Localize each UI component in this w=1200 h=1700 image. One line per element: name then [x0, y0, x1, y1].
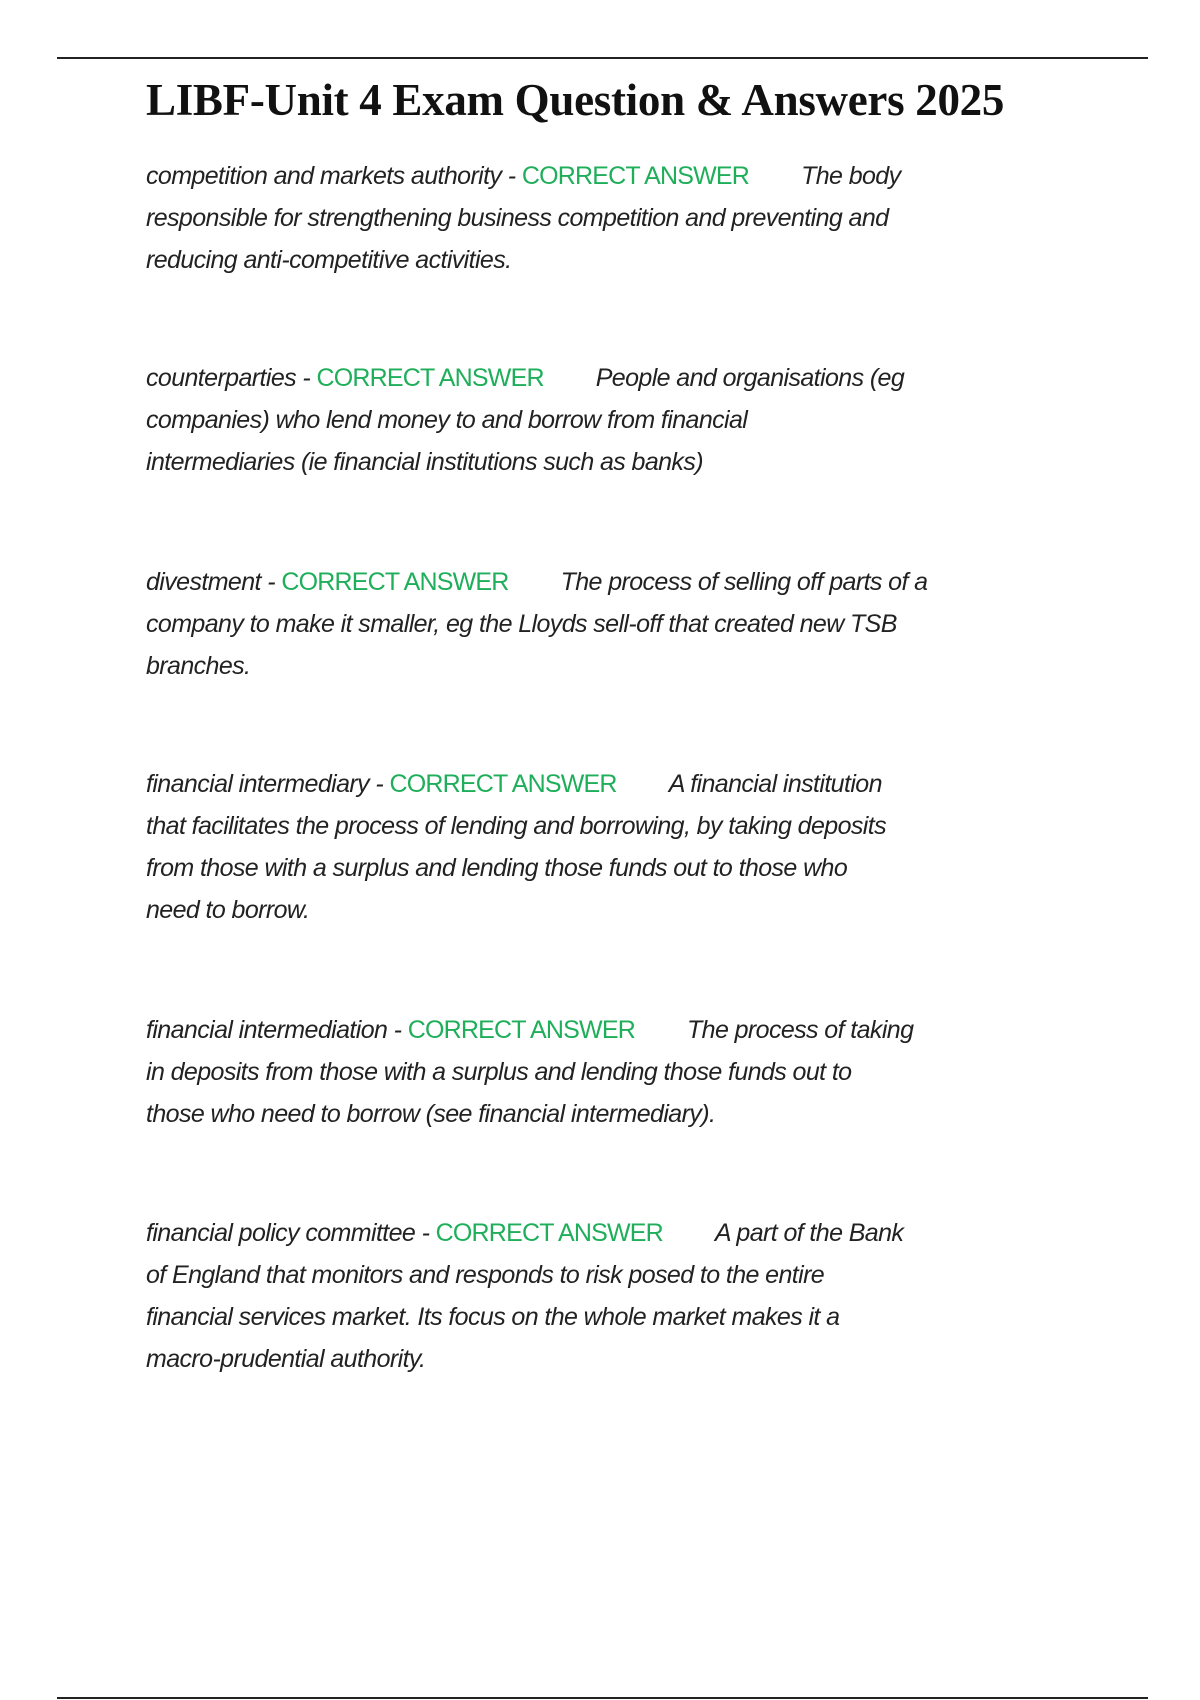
entry-definition: A financial institution — [668, 770, 882, 798]
entry-definition: reducing anti-competitive activities. — [146, 246, 512, 274]
entry-line — [146, 399, 904, 441]
entry-definition: A part of the Bank — [714, 1219, 904, 1247]
entry-line — [146, 847, 886, 889]
correct-answer-label: CORRECT ANSWER — [407, 1016, 635, 1044]
entry-line — [146, 603, 927, 645]
entry-line — [146, 889, 886, 931]
entry-term: counterparties - — [146, 364, 317, 392]
entry-line — [146, 763, 886, 805]
qa-entry — [146, 763, 886, 931]
entry-definition: from those with a surplus and lending those funds out to those who — [146, 854, 848, 882]
entry-term: competition and markets authority - — [146, 162, 522, 190]
entry-definition: intermediaries (ie financial institutions such as banks) — [146, 448, 703, 476]
entry-line — [146, 1009, 913, 1051]
entry-line — [146, 805, 886, 847]
entry-line — [146, 441, 904, 483]
page-title: LIBF-Unit 4 Exam Question & Answers 2025 — [146, 75, 1005, 125]
entry-term: financial policy committee - — [146, 1219, 436, 1247]
entry-line — [146, 1338, 903, 1380]
entry-definition: those who need to borrow (see financial intermediary). — [146, 1100, 716, 1128]
entry-line — [146, 1093, 913, 1135]
correct-answer-label: CORRECT ANSWER — [435, 1219, 663, 1247]
entry-definition: branches. — [146, 652, 251, 680]
entry-line — [146, 561, 927, 603]
qa-entry — [146, 1009, 913, 1135]
entry-line — [146, 239, 901, 281]
entry-term: financial intermediary - — [146, 770, 390, 798]
entry-definition: responsible for strengthening business competition and preventing and — [146, 204, 889, 232]
entry-line — [146, 155, 901, 197]
entry-definition: company to make it smaller, eg the Lloyds sell-off that created new TSB — [146, 610, 897, 638]
correct-answer-label: CORRECT ANSWER — [389, 770, 617, 798]
entry-definition: The body — [801, 162, 901, 190]
correct-answer-label: CORRECT ANSWER — [316, 364, 544, 392]
correct-answer-label: CORRECT ANSWER — [281, 568, 509, 596]
entry-definition: financial services market. Its focus on the whole market makes it a — [146, 1303, 840, 1331]
entry-definition: companies) who lend money to and borrow from financial — [146, 406, 748, 434]
qa-entry — [146, 357, 904, 483]
entry-line — [146, 1296, 903, 1338]
entry-line — [146, 197, 901, 239]
entry-line — [146, 1051, 913, 1093]
entry-definition: need to borrow. — [146, 896, 310, 924]
entry-definition: The process of selling off parts of a — [560, 568, 928, 596]
entry-term: divestment - — [146, 568, 282, 596]
qa-entry — [146, 155, 901, 281]
qa-entry — [146, 1212, 903, 1380]
entry-line — [146, 1254, 903, 1296]
entry-definition: of England that monitors and responds to risk posed to the entire — [146, 1261, 825, 1289]
top-rule — [57, 57, 1148, 59]
entry-line — [146, 645, 927, 687]
entry-definition: macro-prudential authority. — [146, 1345, 426, 1373]
qa-entry — [146, 561, 927, 687]
entry-definition: that facilitates the process of lending and borrowing, by taking deposits — [146, 812, 887, 840]
entry-term: financial intermediation - — [146, 1016, 408, 1044]
entry-definition: in deposits from those with a surplus and lending those funds out to — [146, 1058, 852, 1086]
entry-definition: The process of taking — [686, 1016, 914, 1044]
bottom-rule — [57, 1697, 1148, 1699]
correct-answer-label: CORRECT ANSWER — [521, 162, 750, 190]
entry-line — [146, 1212, 903, 1254]
entry-line — [146, 357, 904, 399]
entry-definition: People and organisations (eg — [595, 364, 905, 392]
